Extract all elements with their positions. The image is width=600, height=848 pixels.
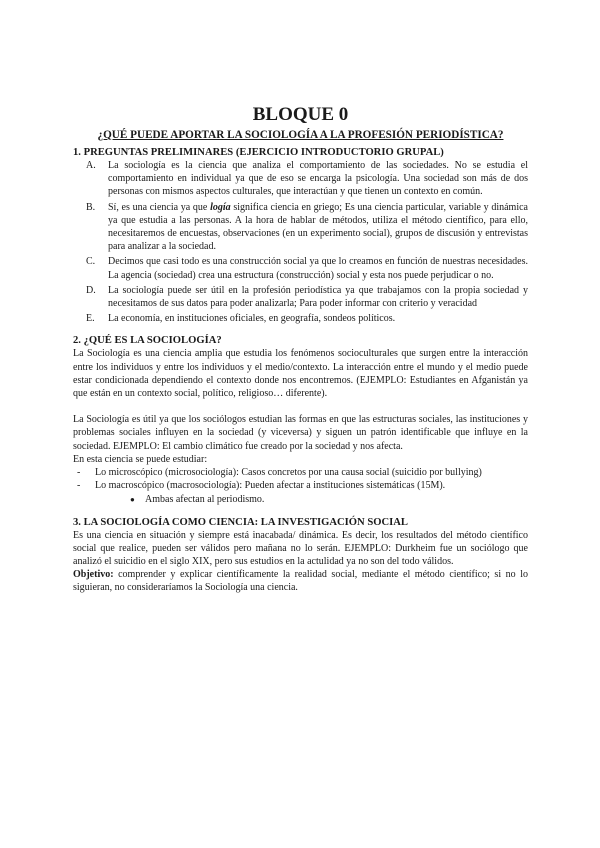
list-letter: E. [86,313,95,325]
sub-bullet [73,493,528,506]
list-item-text: Lo macroscópico (macrosociología): Pueden afectar a instituciones sistemáticas (15M). [95,480,446,492]
list-item [73,284,528,310]
sub-bullet-text: Ambas afectan al periodismo. [145,494,265,506]
list-item-text: La sociología puede ser útil en la profesión periodística ya que trabajamos con la propia sociedad y necesitamos de sus datos para poder analizarla; Para poder informar con criterio y veracidad [108,284,528,310]
objective-text: comprender y explicar científicamente la realidad social, mediante el método científico; si no lo siguieran, no consideraríamos la Sociología una ciencia. [73,569,528,594]
study-scope-list [73,466,528,492]
preliminary-questions-list [73,159,528,325]
bullet-dot-icon: ● [130,495,135,505]
page-subtitle: ¿QUÉ PUEDE APORTAR LA SOCIOLOGÍA A LA PROFESIÓN PERIODÍSTICA? [97,129,504,141]
section-3-heading: 3. LA SOCIOLOGÍA COMO CIENCIA: LA INVESTIGACIÓN SOCIAL [73,516,408,528]
objective-paragraph [73,568,528,594]
list-letter: B. [86,201,96,213]
list-letter: C. [86,256,96,268]
section-2-intro: En esta ciencia se puede estudiar: [73,453,208,465]
section-2-heading: 2. ¿QUÉ ES LA SOCIOLOGÍA? [73,335,222,347]
list-item-text: Decimos que casi todo es una construcción social ya que lo creamos en función de nuestras necesidades. La agencia (sociedad) crea una estructura (construcción) social y esta nos puede perjudicar o no. [108,256,528,281]
list-item-text-end: significa ciencia en griego; Es una ciencia particular, variable y dinámica ya que estudia a las personas. A la hora de hablar de métodos, utiliza el método científico, para ello, necesitaremos de encuestas, observaciones (en un experimento social), grupos de discusión y entrevistas para analizar a la sociedad. [108,201,528,253]
page-title: BLOQUE 0 [252,104,349,125]
list-item [73,159,528,199]
objective-label: Objetivo: [73,569,114,581]
section-2-paragraph-1: La Sociología es una ciencia amplia que estudia los fenómenos socioculturales que surgen entre la interacción entre los individuos y entre los individuos y el medio/contexto. La interacción entre el mundo y el medio puede estar condicionada dependiendo el contexto donde nos encontremos. (EJEMPLO: Estudiantes en Afganistán ya que están en un contexto social, político, religioso… diferente). [73,348,528,400]
section-1-heading: 1. PREGUNTAS PRELIMINARES (EJERCICIO INTRODUCTORIO GRUPAL) [73,147,444,158]
section-2-paragraph-2: La Sociología es útil ya que los sociólogos estudian las formas en que las estructuras sociales, las instituciones y problemas sociales influyen en la sociedad (y viceversa) y siguen un patrón identificable que influye en la sociedad. EJEMPLO: El cambio climático fue creado por la sociedad y nos afecta. [73,414,528,452]
section-3-paragraph-1: Es una ciencia en situación y siempre está inacabada/ dinámica. Es decir, los resultados del método científico social que realice, pueden ser válidos pero mañana no lo serán. EJEMPLO: Durkheim fue un sociólogo que analizó el suicidio en el siglo XIX, pero sus estudios en la actulidad ya no son del todo válidos. [73,529,528,568]
list-item [73,201,528,254]
list-item-text: Lo microscópico (microsociología): Casos concretos por una causa social (suicidio por bullying) [95,467,482,479]
list-item [73,479,528,492]
emphasis-word: logía [210,201,231,213]
dash-marker: - [77,467,81,479]
list-item-text: La economía, en instituciones oficiales, en geografía, sondeos políticos. [108,313,396,325]
list-item-text-start: Sí, es una ciencia ya que [108,201,211,213]
dash-marker: - [77,480,81,492]
list-item [73,466,528,479]
list-letter: A. [86,160,96,171]
list-letter: D. [86,284,96,296]
list-item-text: La sociología es la ciencia que analiza el comportamiento de las sociedades. No se estudia el comportamiento en individual ya que de eso se encarga la psicología. Una sociedad son más de dos personas con mismos aspectos culturales, que interactúan y que tienen un contexto en común. [108,160,528,198]
document-page [73,104,528,595]
list-item [73,312,528,325]
list-item [73,255,528,281]
